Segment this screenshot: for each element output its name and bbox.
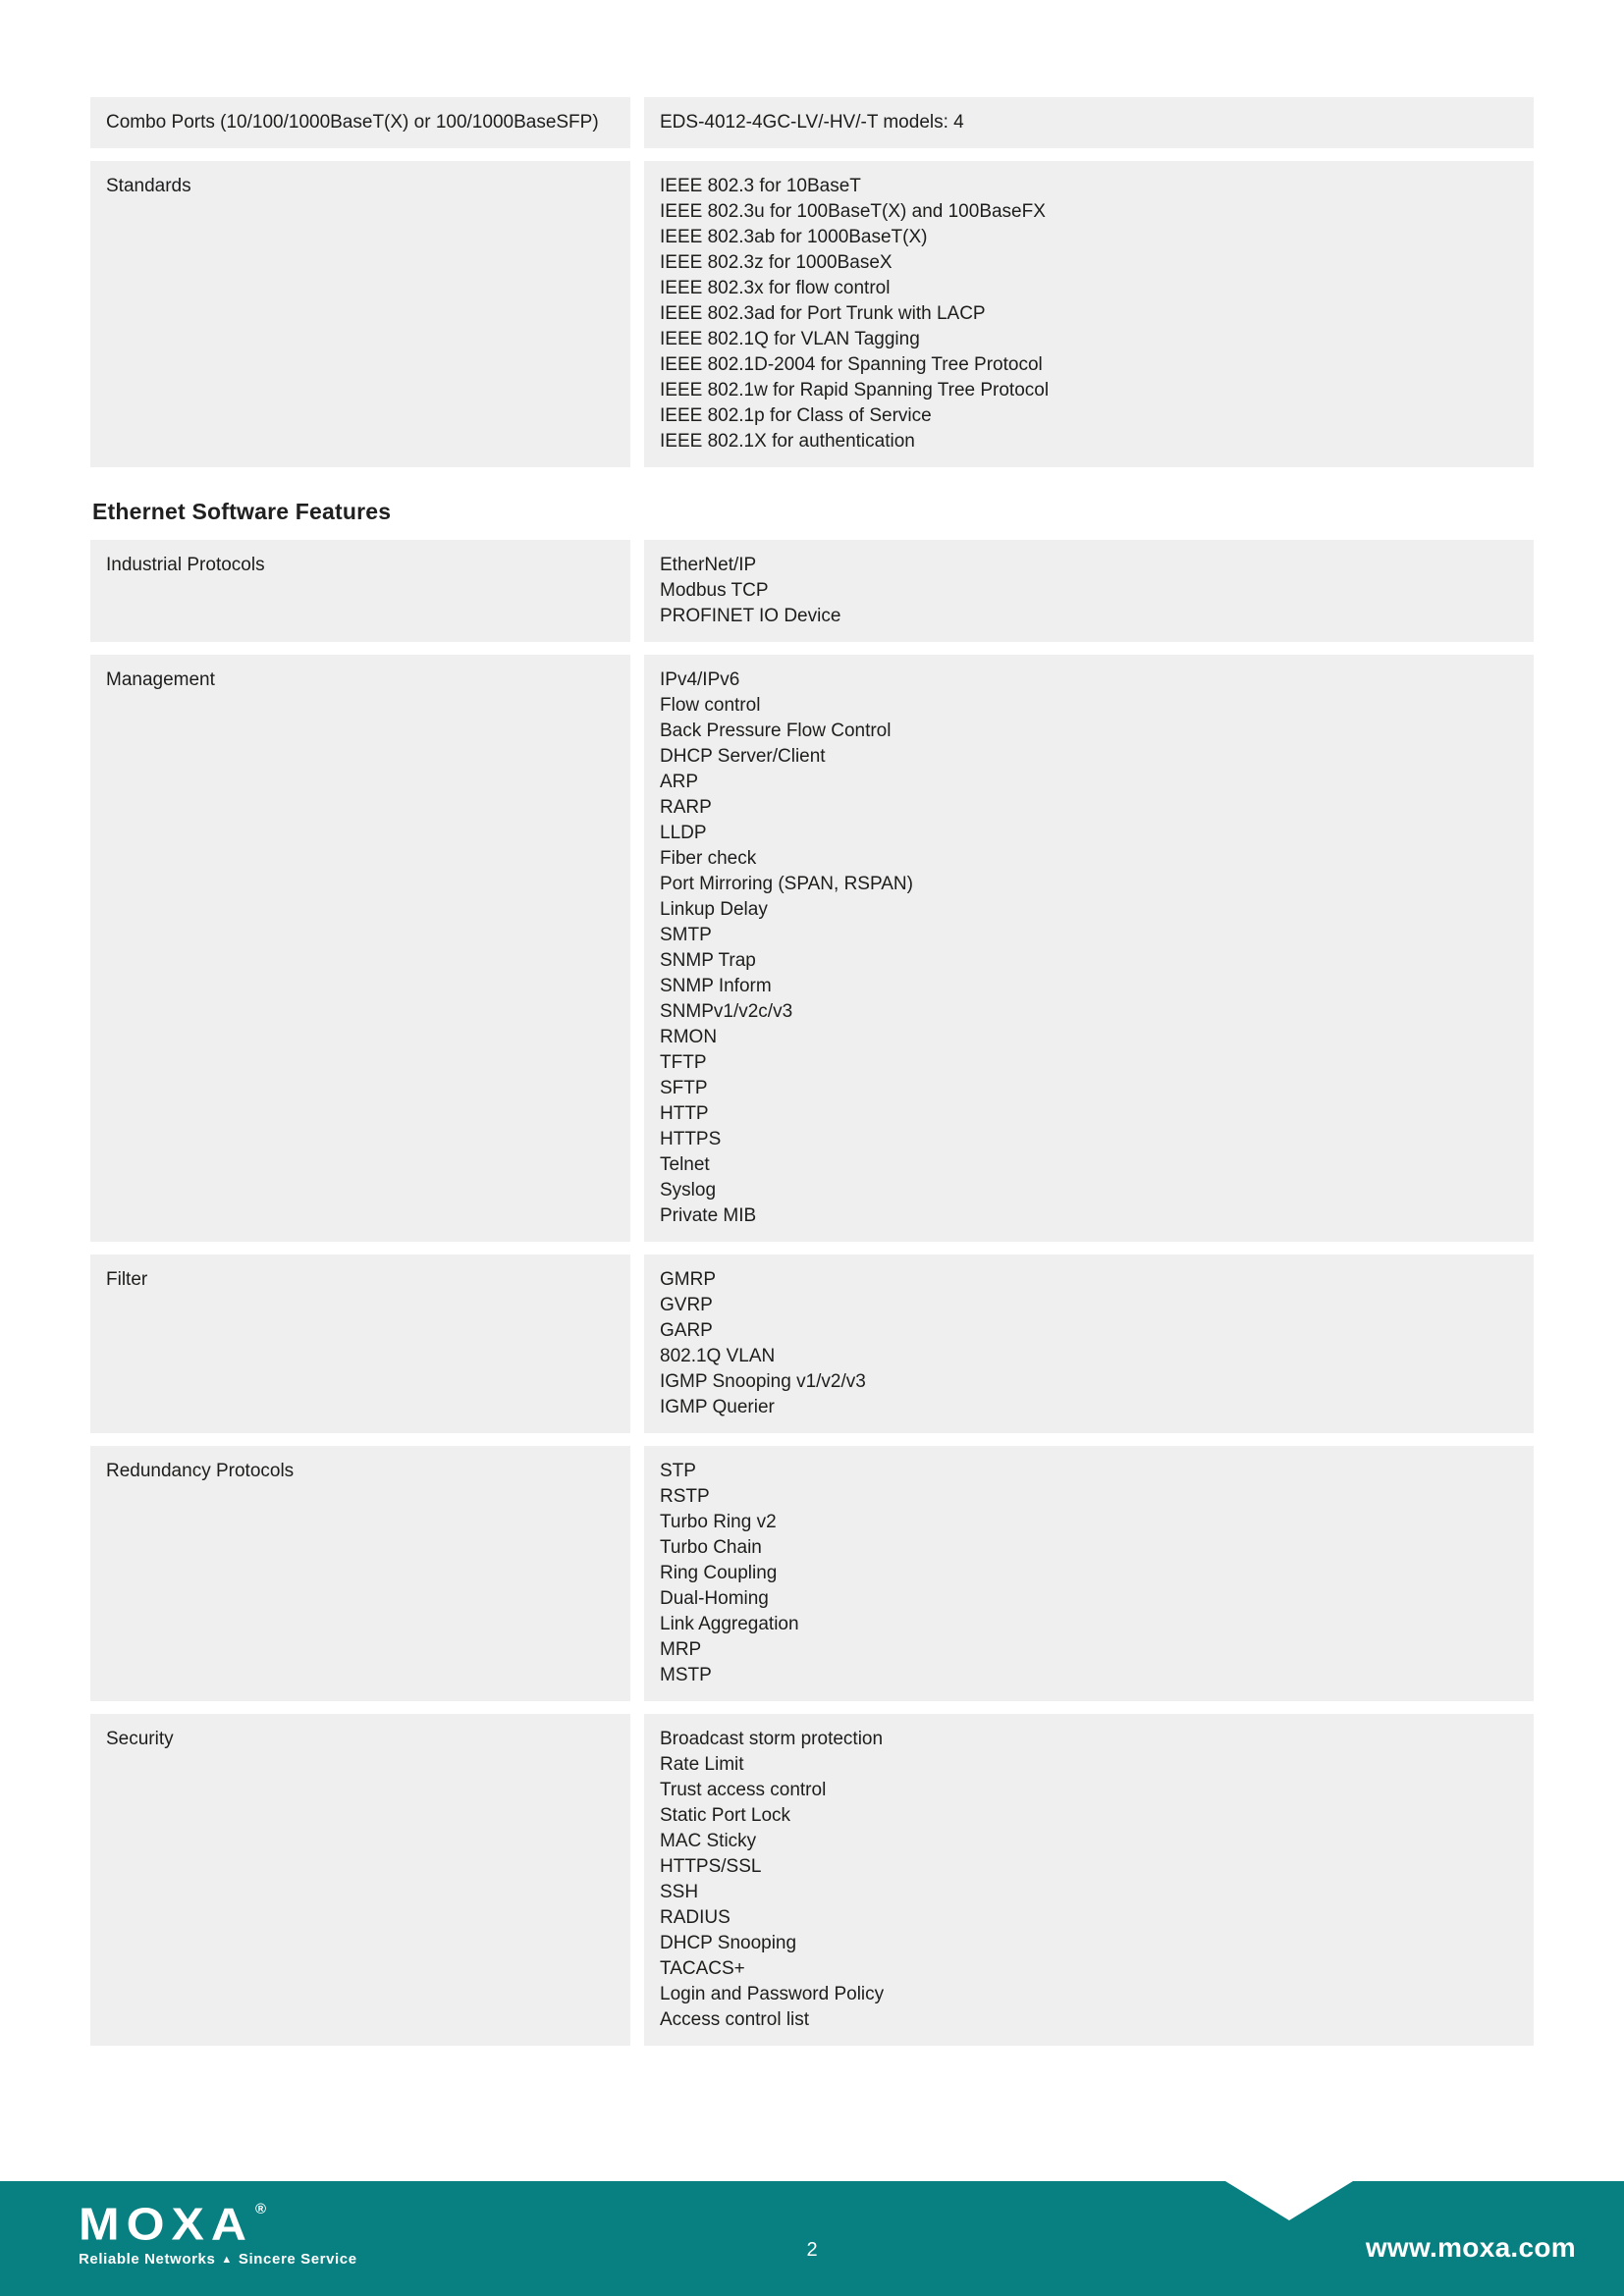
spec-value-line: TACACS+ <box>660 1958 745 1979</box>
spec-value-line: MAC Sticky <box>660 1831 757 1851</box>
page-number: 2 <box>806 2239 818 2261</box>
spec-value-line: Port Mirroring (SPAN, RSPAN) <box>660 874 913 894</box>
spec-value-line: IEEE 802.3ad for Port Trunk with LACP <box>660 303 986 324</box>
spec-label: Security <box>90 1714 630 2046</box>
moxa-logo-wordmark <box>79 2199 357 2250</box>
spec-value-line: Rate Limit <box>660 1754 744 1775</box>
footer-website-link[interactable]: www.moxa.com <box>1365 2232 1576 2263</box>
spec-value-line: IEEE 802.1X for authentication <box>660 431 915 452</box>
spec-value-line: GMRP <box>660 1269 716 1290</box>
footer-notch-icon <box>1225 2181 1353 2220</box>
spec-value-line: Telnet <box>660 1154 710 1175</box>
spec-values <box>644 655 1534 1242</box>
spec-value-line: SFTP <box>660 1078 708 1098</box>
spec-section-ports <box>90 97 1534 467</box>
spec-value-line: 802.1Q VLAN <box>660 1346 776 1366</box>
spec-row <box>90 540 1534 642</box>
spec-value-line: IEEE 802.3ab for 1000BaseT(X) <box>660 227 928 247</box>
spec-value-line: MRP <box>660 1639 702 1660</box>
spec-row <box>90 161 1534 467</box>
spec-value-line: IEEE 802.3z for 1000BaseX <box>660 252 893 273</box>
spec-row <box>90 1255 1534 1433</box>
spec-values <box>644 1714 1534 2046</box>
tagline-sincere-service: Sincere Service <box>238 2251 357 2268</box>
spec-value-line: Access control list <box>660 2009 810 2030</box>
spec-value-line: EtherNet/IP <box>660 555 757 575</box>
spec-label: Redundancy Protocols <box>90 1446 630 1701</box>
moxa-logo <box>79 2199 357 2268</box>
spec-value-line: Back Pressure Flow Control <box>660 721 892 741</box>
spec-value-line: DHCP Server/Client <box>660 746 826 767</box>
spec-label: Industrial Protocols <box>90 540 630 642</box>
spec-values <box>644 540 1534 642</box>
spec-label: Management <box>90 655 630 1242</box>
spec-label: Combo Ports (10/100/1000BaseT(X) or 100/1000BaseSFP) <box>90 97 630 148</box>
spec-label: Standards <box>90 161 630 467</box>
spec-value-line: Syslog <box>660 1180 717 1201</box>
spec-value-line: IEEE 802.3u for 100BaseT(X) and 100BaseFX <box>660 201 1046 222</box>
spec-value-line: RADIUS <box>660 1907 731 1928</box>
page-footer <box>0 2181 1624 2296</box>
spec-table <box>90 97 1534 2058</box>
moxa-tagline <box>79 2251 357 2268</box>
spec-value-line: Trust access control <box>660 1780 827 1800</box>
spec-value-line: GVRP <box>660 1295 713 1315</box>
spec-value-line: IGMP Snooping v1/v2/v3 <box>660 1371 866 1392</box>
spec-value-line: RMON <box>660 1027 718 1047</box>
spec-value-line: LLDP <box>660 823 707 843</box>
spec-value-line: Linkup Delay <box>660 899 768 920</box>
spec-value-line: Static Port Lock <box>660 1805 791 1826</box>
spec-value-line: PROFINET IO Device <box>660 606 841 626</box>
spec-value-line: Turbo Ring v2 <box>660 1512 777 1532</box>
spec-value-line: Broadcast storm protection <box>660 1729 884 1749</box>
section-header-ethernet-software-features: Ethernet Software Features <box>92 499 392 524</box>
spec-row <box>90 1714 1534 2046</box>
spec-values <box>644 97 1534 148</box>
spec-value-line: Dual-Homing <box>660 1588 769 1609</box>
spec-value-line: Fiber check <box>660 848 757 869</box>
spec-value-line: GARP <box>660 1320 713 1341</box>
spec-value-line: STP <box>660 1461 696 1481</box>
spec-value-line: HTTPS <box>660 1129 722 1149</box>
spec-value-line: SNMPv1/v2c/v3 <box>660 1001 793 1022</box>
spec-value-line: RARP <box>660 797 712 818</box>
spec-values <box>644 161 1534 467</box>
spec-value-line: RSTP <box>660 1486 710 1507</box>
registered-trademark-icon: ® <box>255 2201 267 2217</box>
spec-rows-container <box>90 540 1534 2046</box>
spec-value-line: DHCP Snooping <box>660 1933 797 1953</box>
spec-value-line: HTTPS/SSL <box>660 1856 762 1877</box>
spec-value-line: HTTP <box>660 1103 709 1124</box>
spec-section-ethernet-software-features <box>90 499 1534 2046</box>
spec-value-line: EDS-4012-4GC-LV/-HV/-T models: 4 <box>660 112 964 133</box>
spec-value-line: Ring Coupling <box>660 1563 778 1583</box>
spec-rows-container <box>90 97 1534 467</box>
spec-value-line: SNMP Inform <box>660 976 772 996</box>
spec-value-line: IEEE 802.3 for 10BaseT <box>660 176 861 196</box>
spec-value-line: Turbo Chain <box>660 1537 762 1558</box>
tagline-reliable-networks: Reliable Networks <box>79 2251 216 2268</box>
spec-value-line: IEEE 802.3x for flow control <box>660 278 891 298</box>
spec-value-line: IEEE 802.1D-2004 for Spanning Tree Protocol <box>660 354 1043 375</box>
spec-value-line: IEEE 802.1Q for VLAN Tagging <box>660 329 920 349</box>
spec-value-line: Login and Password Policy <box>660 1984 885 2004</box>
spec-row <box>90 1446 1534 1701</box>
spec-row <box>90 97 1534 148</box>
spec-value-line: TFTP <box>660 1052 707 1073</box>
spec-row <box>90 655 1534 1242</box>
spec-value-line: SNMP Trap <box>660 950 756 971</box>
spec-value-line: IEEE 802.1w for Rapid Spanning Tree Protocol <box>660 380 1050 400</box>
spec-value-line: IGMP Querier <box>660 1397 775 1417</box>
spec-value-line: Modbus TCP <box>660 580 769 601</box>
spec-value-line: Link Aggregation <box>660 1614 799 1634</box>
spec-value-line: MSTP <box>660 1665 712 1685</box>
spec-values <box>644 1255 1534 1433</box>
spec-values <box>644 1446 1534 1701</box>
spec-value-line: IEEE 802.1p for Class of Service <box>660 405 932 426</box>
moxa-logo-text: MOXA <box>79 2199 253 2250</box>
spec-value-line: IPv4/IPv6 <box>660 669 740 690</box>
spec-value-line: SMTP <box>660 925 712 945</box>
spec-value-line: Flow control <box>660 695 761 716</box>
spec-value-line: Private MIB <box>660 1205 757 1226</box>
spec-value-line: ARP <box>660 772 699 792</box>
spec-label: Filter <box>90 1255 630 1433</box>
spec-value-line: SSH <box>660 1882 699 1902</box>
tagline-triangle-icon: ▲ <box>221 2254 233 2266</box>
